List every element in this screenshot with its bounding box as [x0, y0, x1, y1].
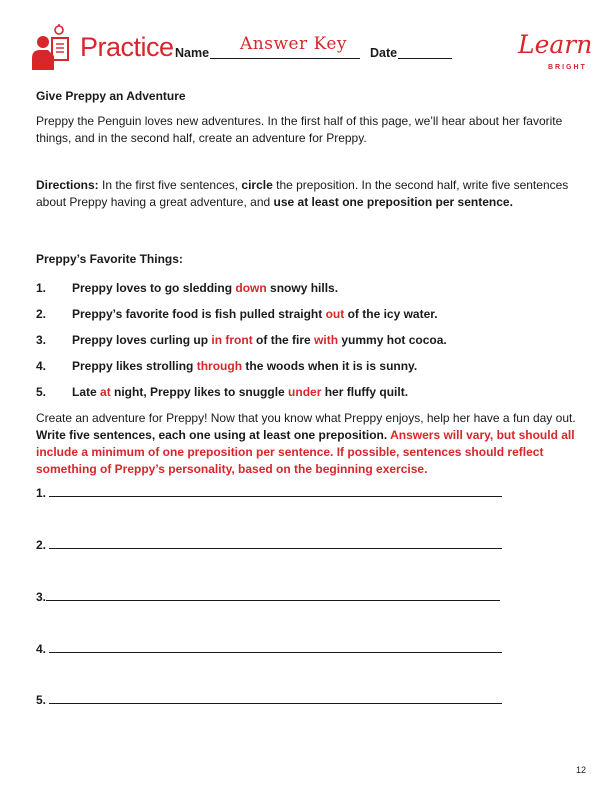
preposition-answer: down: [235, 281, 267, 295]
line-number: 5.: [36, 693, 47, 707]
learn-bright-logo: [518, 26, 593, 76]
item-text-a: Preppy loves to go sledding: [72, 281, 236, 295]
answer-rule[interactable]: [46, 588, 500, 601]
item-text-c: yummy hot cocoa.: [338, 333, 447, 347]
date-label: Date: [370, 46, 398, 60]
practice-person-icon: [30, 24, 74, 72]
item-text-b: snowy hills.: [266, 281, 339, 295]
preposition-answer-2: with: [314, 333, 339, 347]
directions-text-1: In the first five sentences,: [98, 178, 242, 192]
favorite-item: [36, 384, 581, 401]
item-text: [72, 332, 447, 349]
answer-rule[interactable]: [49, 640, 502, 653]
line-number: 3.: [36, 590, 47, 604]
answer-guidance: Answers will vary, but should all include a minimum of one preposition per sentence. If possible, sentences should reflect something of Preppy’s personality, based on the beginning exercise.: [36, 428, 575, 476]
preposition-answer: through: [196, 359, 243, 373]
create-bold-text: Write five sentences, each one using at least one preposition.: [36, 428, 391, 442]
directions-circle: circle: [241, 178, 273, 192]
line-number: 1.: [36, 486, 47, 500]
favorite-item: [36, 306, 581, 323]
item-text: [72, 306, 438, 323]
favorite-item: [36, 358, 581, 375]
logo-sub-text: BRIGHT: [548, 64, 587, 71]
item-text-c: her fluffy quilt.: [321, 385, 409, 399]
answer-rule[interactable]: [49, 484, 502, 497]
page-number: 12: [576, 765, 587, 775]
item-text: [72, 384, 408, 401]
item-number: 3.: [36, 333, 47, 347]
practice-label: Practice: [80, 32, 174, 62]
answer-rule[interactable]: [49, 536, 502, 549]
directions-bold-end: use at least one preposition per sentence.: [273, 195, 513, 209]
directions-label: Directions:: [36, 178, 99, 192]
intro-paragraph: Preppy the Penguin loves new adventures. In the first half of this page, we’ll hear about her favorite things, and in the second half, create an adventure for Preppy.: [36, 114, 563, 145]
writing-line[interactable]: [36, 640, 502, 656]
writing-line[interactable]: [36, 484, 502, 500]
item-number: 1.: [36, 281, 47, 295]
item-text-b: night, Preppy likes to snuggle: [110, 385, 289, 399]
answer-rule[interactable]: [49, 691, 502, 704]
item-number: 4.: [36, 359, 47, 373]
name-field-line[interactable]: [210, 58, 360, 59]
item-text-a: Preppy likes strolling: [72, 359, 197, 373]
create-text: Create an adventure for Preppy! Now that you know what Preppy enjoys, help her have a fun day out.: [36, 411, 576, 425]
favorite-item: [36, 332, 581, 349]
name-label: Name: [175, 46, 210, 60]
item-number: 5.: [36, 385, 47, 399]
writing-line[interactable]: [36, 691, 502, 707]
item-text-b: of the fire: [252, 333, 315, 347]
answer-key-text: Answer Key: [240, 34, 347, 54]
writing-line[interactable]: [36, 536, 502, 552]
item-text-a: Preppy loves curling up: [72, 333, 212, 347]
line-number: 4.: [36, 642, 47, 656]
worksheet-body: [36, 88, 581, 478]
create-paragraph: [36, 410, 581, 478]
item-text: [72, 358, 417, 375]
item-text-a: Late: [72, 385, 101, 399]
date-field-line[interactable]: [398, 58, 452, 59]
item-text-b: the woods when it is is sunny.: [242, 359, 418, 373]
worksheet-title: Give Preppy an Adventure: [36, 89, 186, 103]
favorites-title: Preppy’s Favorite Things:: [36, 252, 183, 266]
item-text-a: Preppy’s favorite food is fish pulled straight: [72, 307, 326, 321]
preposition-answer: out: [325, 307, 345, 321]
item-text: [72, 280, 338, 297]
item-number: 2.: [36, 307, 47, 321]
favorite-item: [36, 280, 581, 297]
directions-text-2: the preposition. In the second half, write five sentences about Preppy having a great adventure, and: [36, 178, 569, 209]
item-text-b: of the icy water.: [344, 307, 438, 321]
writing-line[interactable]: [36, 588, 500, 604]
preposition-answer: at: [100, 385, 111, 399]
line-number: 2.: [36, 538, 47, 552]
logo-main-text: Learn: [518, 30, 593, 59]
worksheet-header: [30, 22, 593, 82]
preposition-answer-2: under: [288, 385, 322, 399]
preposition-answer: in front: [211, 333, 253, 347]
directions-paragraph: [36, 177, 581, 211]
